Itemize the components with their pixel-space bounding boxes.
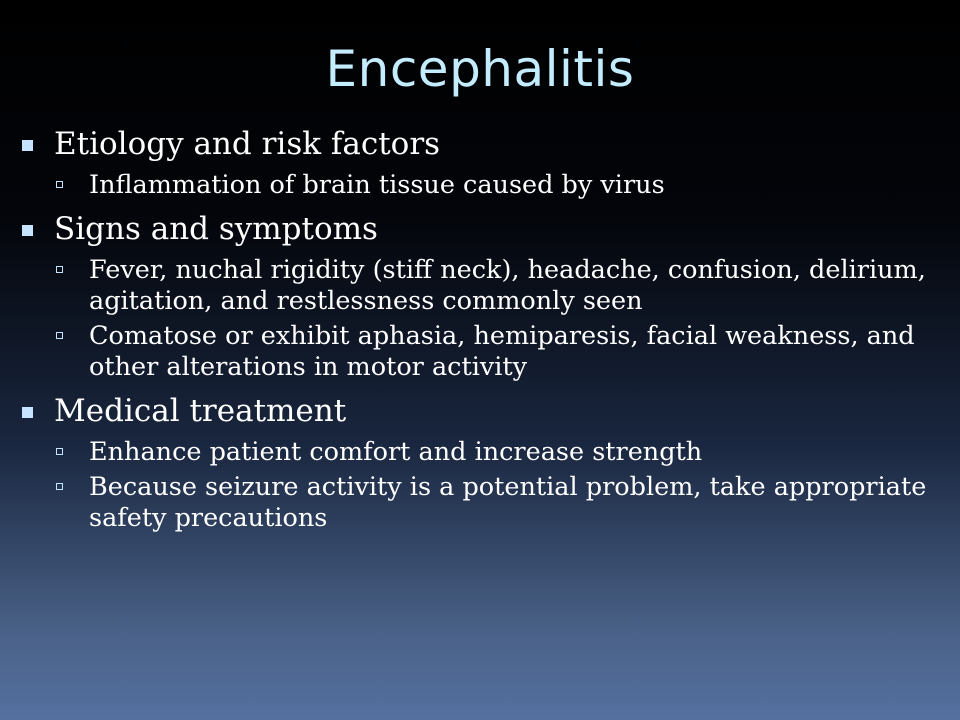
hollow-square-bullet-icon (56, 448, 63, 455)
bullet-text: Etiology and risk factors (54, 126, 441, 162)
sub-bullet (54, 255, 936, 317)
sub-bullet-text: Because seizure activity is a potential problem, take appropriate safety precautions (89, 472, 927, 533)
hollow-square-bullet-icon (56, 483, 63, 490)
hollow-square-bullet-icon (56, 266, 63, 273)
hollow-square-bullet-icon (56, 181, 63, 188)
sub-bullet (54, 321, 936, 383)
square-bullet-icon (22, 407, 33, 418)
sub-bullet (54, 170, 936, 201)
slide-body (22, 122, 936, 534)
sub-bullet-text: Inflammation of brain tissue caused by virus (89, 170, 665, 200)
square-bullet-icon (22, 225, 33, 236)
sub-bullet (54, 472, 936, 534)
sub-bullet-text: Fever, nuchal rigidity (stiff neck), headache, confusion, delirium, agitation, and restlessness commonly seen (89, 255, 926, 316)
bullet-medical-treatment (22, 389, 936, 433)
square-bullet-icon (22, 140, 33, 151)
bullet-signs (22, 207, 936, 251)
slide-title: Encephalitis (325, 40, 635, 98)
bullet-etiology (22, 122, 936, 166)
bullet-text: Signs and symptoms (54, 211, 378, 247)
hollow-square-bullet-icon (56, 332, 63, 339)
bullet-text: Medical treatment (54, 393, 347, 429)
sub-bullet-text: Enhance patient comfort and increase strength (89, 437, 703, 467)
sub-bullet (54, 437, 936, 468)
sub-bullet-text: Comatose or exhibit aphasia, hemiparesis, facial weakness, and other alterations in motor activity (89, 321, 915, 382)
